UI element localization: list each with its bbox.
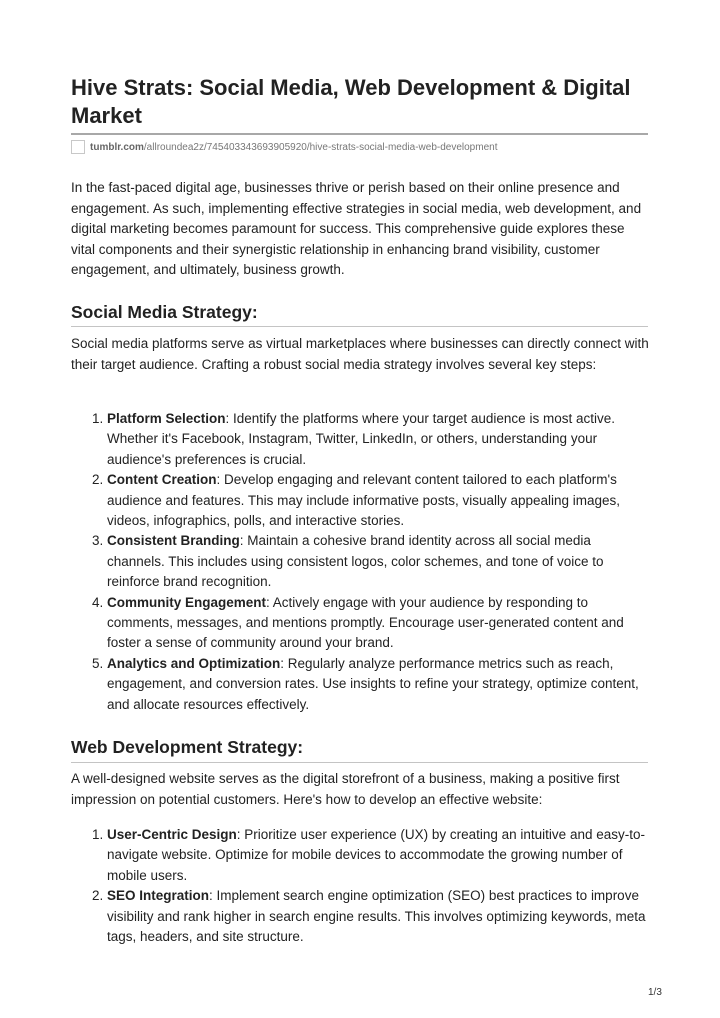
list-item-text: : Identify the platforms where your target audience is most active. Whether it's Facebook, Instagram, Twitter, LinkedIn, or others, understanding your audience's preferences is crucial. [107,411,615,467]
list-item [107,593,648,654]
list-item [107,409,648,470]
list-item-term: Content Creation [107,472,217,488]
page-number: 1/3 [648,987,662,998]
favicon-icon [71,140,85,154]
list-item [107,825,648,886]
list-item [107,470,648,531]
list-item-term: Consistent Branding [107,533,240,549]
list-item-text: : Maintain a cohesive brand identity across all social media channels. This includes using consistent logos, color schemes, and tone of voice to reinforce brand recognition. [107,533,604,590]
section-divider [71,326,648,327]
section-intro-social-media: Social media platforms serve as virtual marketplaces where businesses can directly connect with their target audience. Crafting a robust social media strategy involves several key steps: [71,336,649,372]
web-development-steps-list [71,825,648,947]
list-item-term: Analytics and Optimization [107,655,281,671]
source-domain: tumblr.com [90,141,144,153]
section-intro-web-development: A well-designed website serves as the digital storefront of a business, making a positive first impression on potential customers. Here's how to develop an effective website: [71,771,620,807]
list-item-term: User-Centric Design [107,827,237,842]
source-path: /allroundea2z/745403343693905920/hive-strats-social-media-web-development [143,141,498,153]
list-item-term: Platform Selection [107,411,226,426]
list-item-text: : Actively engage with your audience by responding to comments, messages, and mentions promptly. Encourage user-generated content and foster a sense of community around your brand. [107,594,624,651]
source-link[interactable] [71,139,497,155]
section-heading-social-media: Social Media Strategy: [71,302,258,322]
list-item-term: SEO Integration [107,888,210,904]
intro-paragraph: In the fast-paced digital age, businesses thrive or perish based on their online presence and engagement. As such, implementing effective strategies in social media, web development, and digital marketing becomes paramount for success. This comprehensive guide explores these vital components and their synergistic relationship in enhancing brand visibility, customer engagement, and ultimately, business growth. [71,180,642,278]
title-divider [71,133,648,135]
section-heading-web-development: Web Development Strategy: [71,737,304,757]
section-divider [71,762,648,763]
list-item-term: Community Engagement [107,594,267,610]
list-item-text: : Implement search engine optimization (SEO) best practices to improve visibility and rank higher in search engine results. This involves optimizing keywords, meta tags, headers, and site structure. [107,888,646,945]
list-item [107,531,648,592]
page-title: Hive Strats: Social Media, Web Development & Digital Market [71,75,631,128]
social-media-steps-list [71,409,648,715]
list-item-text: : Develop engaging and relevant content tailored to each platform's audience and features. This may include informative posts, visually appealing images, videos, infographics, polls, and interactive stories. [107,472,621,529]
list-item-text: : Prioritize user experience (UX) by creating an intuitive and easy-to-navigate website. Optimize for mobile devices to accommodate the growing number of mobile users. [107,827,645,883]
list-item-text: : Regularly analyze performance metrics such as reach, engagement, and conversion rates. Use insights to refine your strategy, optimize content, and allocate resources effectively. [107,655,639,712]
list-item [107,886,648,947]
list-item [107,654,648,715]
